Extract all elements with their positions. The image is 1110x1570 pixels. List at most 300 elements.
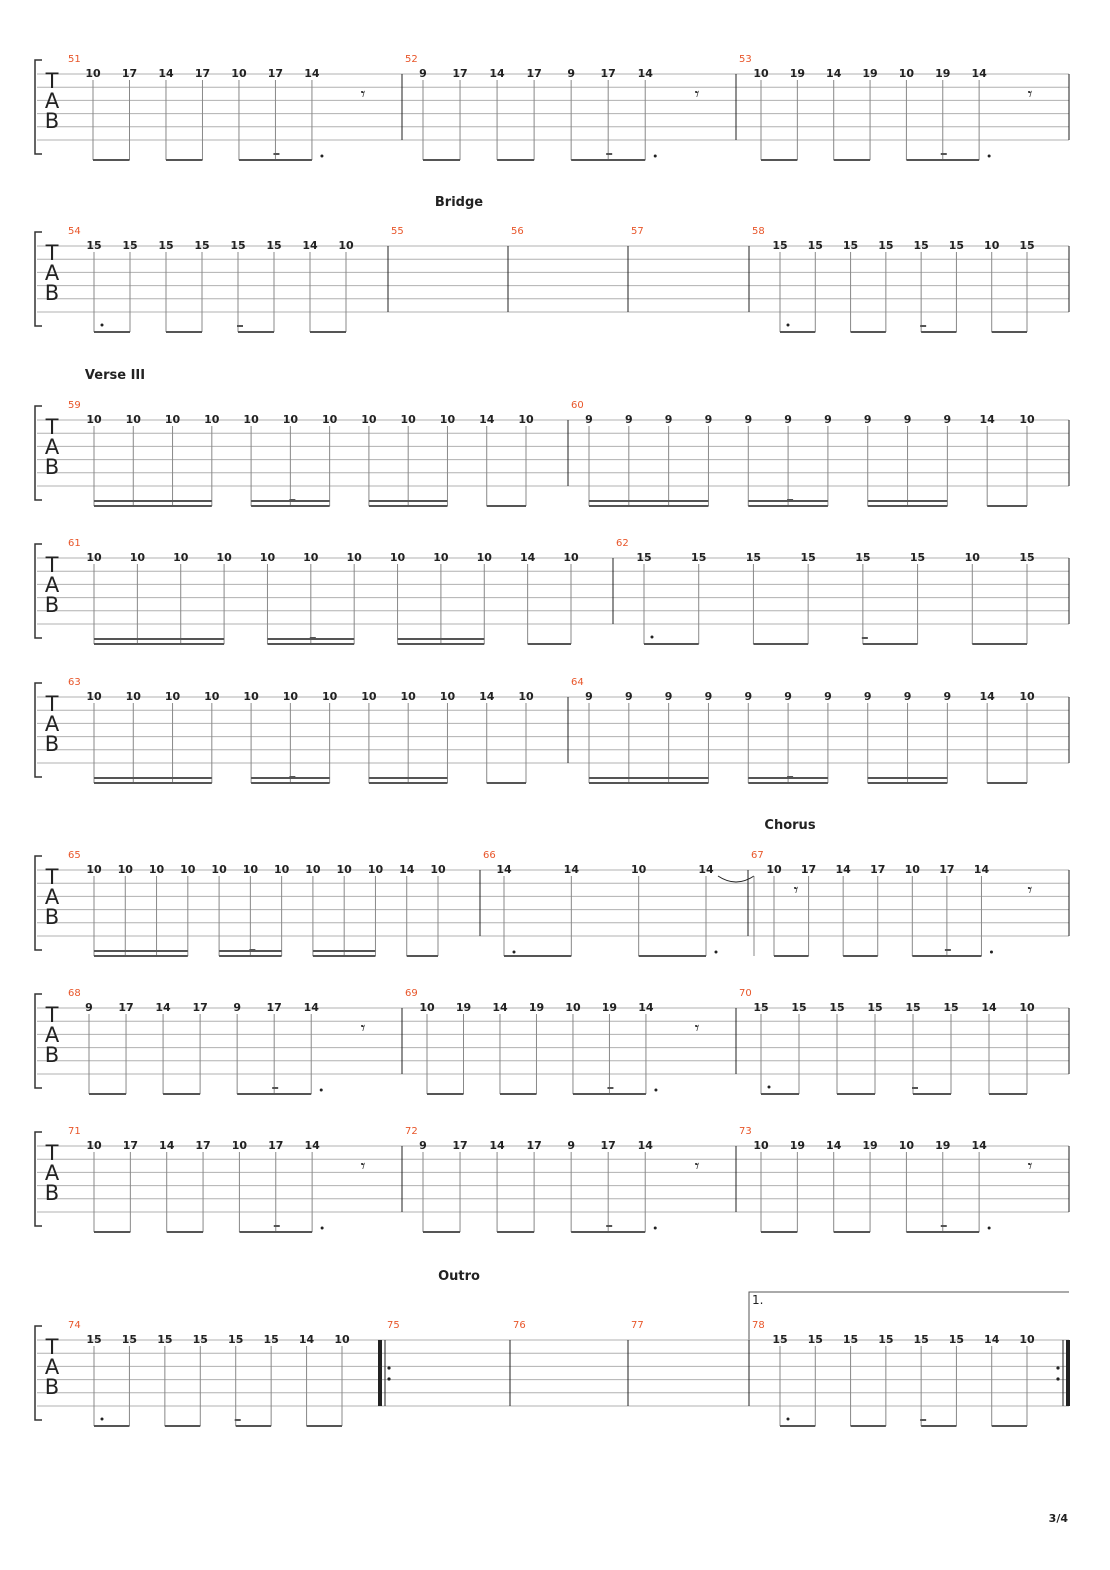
section-label: Bridge [434,195,484,210]
beam [239,1231,312,1233]
fret-number: 14 [489,1139,505,1152]
beam [94,955,188,957]
beam-secondary [94,638,224,640]
tab-clef-letter: B [44,1043,60,1067]
fret-number: 15 [753,1001,769,1014]
fret-number: 15 [157,1333,173,1346]
fret-number: 15 [867,1001,883,1014]
fret-number: 19 [935,1139,951,1152]
fret-number: 14 [637,67,653,80]
fret-number: 10 [282,413,299,426]
tab-clef-letter: B [44,1375,60,1399]
fret-number: 10 [753,67,769,80]
fret-number: 10 [984,239,1000,252]
beam-stub [249,949,255,951]
fret-number: 10 [259,551,276,564]
fret-number: 10 [180,863,196,876]
beam [500,1093,536,1095]
fret-number: 10 [204,690,220,703]
eighth-rest: 𝄾 [793,880,799,901]
dot [651,636,654,639]
eighth-rest: 𝄾 [694,1018,700,1039]
fret-number: 9 [784,690,792,703]
fret-number: 10 [439,690,456,703]
fret-number: 9 [664,690,673,703]
fret-number: 15 [829,1001,845,1014]
fret-number: 10 [303,551,319,564]
fret-number: 19 [455,1001,472,1014]
dot [787,324,790,327]
fret-number: 14 [158,67,174,80]
fret-number: 15 [842,1333,859,1346]
tab-clef-letter: T [45,415,59,439]
fret-number: 17 [526,1139,542,1152]
beam-secondary [94,950,188,952]
fret-number: 10 [430,863,446,876]
fret-number: 17 [195,1139,211,1152]
measure-number: 77 [631,1320,644,1331]
beam-stub [787,776,793,778]
tab-system [35,368,1069,507]
measure-number: 76 [513,1320,526,1331]
beam [94,1231,130,1233]
fret-number: 17 [526,67,542,80]
tab-system [35,1269,1069,1427]
fret-number: 14 [304,67,320,80]
fret-number: 10 [1019,690,1035,703]
fret-number: 9 [784,413,792,426]
fret-number: 9 [704,413,713,426]
fret-number: 14 [971,67,987,80]
beam-secondary [369,500,448,502]
fret-number: 15 [86,1333,102,1346]
repeat-dot [387,1377,390,1380]
beam-secondary [868,777,948,779]
beam [94,505,212,507]
measure-number: 75 [387,1320,400,1331]
fret-number: 10 [86,1139,102,1152]
fret-number: 10 [766,863,782,876]
tab-system [35,818,1069,957]
fret-number: 10 [129,551,146,564]
beam-stub [920,1419,926,1421]
repeat-dot [1056,1366,1059,1369]
fret-number: 10 [419,1001,435,1014]
fret-number: 15 [791,1001,807,1014]
fret-number: 15 [263,1333,279,1346]
beam [906,159,979,161]
fret-number: 9 [704,690,713,703]
fret-number: 15 [772,1333,788,1346]
fret-number: 19 [528,1001,545,1014]
fret-number: 10 [204,413,220,426]
beam-stub [607,1087,613,1089]
dot [990,951,993,954]
beam [748,505,828,507]
fret-number: 17 [452,67,468,80]
fret-number: 10 [389,551,406,564]
fret-number: 15 [230,239,246,252]
fret-number: 10 [216,551,232,564]
tab-system [35,538,1069,645]
fret-number: 9 [233,1001,241,1014]
fret-number: 14 [638,1001,654,1014]
fret-number: 10 [336,863,352,876]
tab-clef-letter: T [45,692,59,716]
fret-number: 9 [943,690,952,703]
fret-number: 15 [842,239,859,252]
measure-number: 67 [751,850,764,861]
fret-number: 10 [1019,1001,1035,1014]
fret-number: 15 [878,1333,894,1346]
tab-clef-letter: T [45,865,59,889]
fret-number: 10 [753,1139,769,1152]
beam-stub [273,153,279,155]
fret-number: 14 [492,1001,508,1014]
fret-number: 15 [807,239,823,252]
fret-number: 15 [194,239,210,252]
tab-system [35,54,1069,161]
fret-number: 10 [231,67,247,80]
fret-number: 14 [826,67,842,80]
fret-number: 10 [273,863,290,876]
tab-clef-letter: B [44,593,60,617]
measure-number: 59 [68,400,81,411]
beam [267,643,354,645]
fret-number: 10 [476,551,492,564]
fret-number: 17 [267,67,284,80]
measure-number: 60 [571,400,584,411]
fret-number: 10 [211,863,227,876]
measure-number: 64 [571,677,584,688]
beam [780,331,815,333]
fret-number: 15 [948,239,965,252]
beam [423,159,460,161]
beam-stub [235,1419,241,1421]
dot [654,155,657,158]
tab-clef-letter: A [44,712,60,736]
beam [166,159,202,161]
beam [497,159,534,161]
fret-number: 10 [243,413,259,426]
fret-number: 17 [600,67,616,80]
beam [753,643,808,645]
measure-number: 68 [68,988,81,999]
fret-number: 15 [636,551,652,564]
beam [369,782,448,784]
beam [761,1093,799,1095]
fret-number: 17 [800,863,817,876]
fret-number: 9 [567,67,575,80]
fret-number: 17 [266,1001,282,1014]
dot [321,1227,324,1230]
fret-number: 10 [361,413,377,426]
fret-number: 17 [192,1001,208,1014]
fret-number: 9 [943,413,952,426]
beam [165,1425,200,1427]
eighth-rest: 𝄾 [360,1018,366,1039]
fret-number: 10 [164,690,181,703]
beam [972,643,1027,645]
fret-number: 10 [334,1333,350,1346]
beam-stub [912,1087,918,1089]
fret-number: 19 [862,67,878,80]
fret-number: 15 [1019,239,1035,252]
fret-number: 10 [231,1139,248,1152]
fret-number: 14 [698,863,714,876]
beam-stub [274,1225,280,1227]
beam [369,505,448,507]
fret-number: 15 [1019,551,1035,564]
beam [497,1231,534,1233]
fret-number: 10 [117,863,133,876]
fret-number: 14 [984,1333,1000,1346]
tab-clef-letter: T [45,1335,59,1359]
fret-number: 9 [585,413,593,426]
dot [715,951,718,954]
fret-number: 14 [489,67,505,80]
beam [94,643,224,645]
beam-stub [941,153,947,155]
beam-secondary [398,638,485,640]
fret-number: 10 [1019,413,1035,426]
fret-number: 15 [772,239,788,252]
beam-secondary [94,777,212,779]
fret-number: 17 [122,1139,139,1152]
fret-number: 9 [419,67,427,80]
eighth-rest: 𝄾 [1027,880,1033,901]
tab-clef-letter: B [44,281,60,305]
beam [748,782,828,784]
beam [307,1425,342,1427]
beam-secondary [868,500,948,502]
measure-number: 78 [752,1320,765,1331]
fret-number: 15 [855,551,871,564]
beam [921,331,956,333]
fret-number: 15 [192,1333,208,1346]
fret-number: 14 [835,863,851,876]
fret-number: 19 [789,67,806,80]
fret-number: 10 [346,551,362,564]
beam [863,643,918,645]
section-label: Verse III [84,368,146,383]
beam-secondary [589,777,708,779]
fret-number: 17 [118,1001,134,1014]
beam [989,1093,1027,1095]
measure-number: 54 [68,226,81,237]
beam [912,955,981,957]
beam-stub [272,1087,278,1089]
fret-number: 15 [745,551,762,564]
measure-number: 69 [405,988,418,999]
fret-number: 19 [601,1001,618,1014]
beam-stub [237,325,243,327]
beam [837,1093,875,1095]
tab-clef-letter: T [45,553,59,577]
beam [487,782,526,784]
volta-label: 1. [752,1293,764,1307]
fret-number: 9 [903,413,912,426]
fret-number: 15 [905,1001,921,1014]
fret-number: 14 [563,863,579,876]
beam [868,505,948,507]
fret-number: 14 [304,1139,320,1152]
beam [987,782,1027,784]
beam [761,159,797,161]
tab-clef-letter: A [44,435,60,459]
fret-number: 14 [637,1139,653,1152]
fret-number: 15 [266,239,282,252]
measure-number: 52 [405,54,418,65]
tab-clef-letter: A [44,1023,60,1047]
beam [589,782,708,784]
fret-number: 10 [86,413,102,426]
fret-number: 10 [173,551,189,564]
fret-number: 15 [86,239,102,252]
fret-number: 10 [242,863,259,876]
tab-clef-letter: T [45,1003,59,1027]
beam [166,331,202,333]
fret-number: 14 [973,863,990,876]
measure-number: 65 [68,850,81,861]
beam [89,1093,126,1095]
eighth-rest: 𝄾 [694,1156,700,1177]
dot [320,1089,323,1092]
beam-stub [862,637,868,639]
beam-stub [941,1225,947,1227]
beam-stub [310,637,316,639]
beam [639,955,706,957]
fret-number: 17 [870,863,886,876]
beam [913,1093,951,1095]
tab-clef-letter: B [44,109,60,133]
beam [774,955,809,957]
measure-number: 70 [739,988,752,999]
beam [868,782,948,784]
beam [313,955,376,957]
tab-system [35,195,1069,333]
beam-secondary [94,500,212,502]
tab-system [35,677,1069,784]
eighth-rest: 𝄾 [360,84,366,105]
beam [573,1093,646,1095]
beam [834,159,870,161]
beam [310,331,346,333]
fret-number: 10 [125,413,141,426]
tab-clef-letter: A [44,573,60,597]
section-label: Outro [438,1269,480,1284]
beam [398,643,485,645]
fret-number: 15 [800,551,816,564]
fret-number: 14 [496,863,512,876]
beam-stub [289,776,295,778]
fret-number: 19 [789,1139,806,1152]
fret-number: 9 [624,690,633,703]
beam-secondary [589,500,708,502]
fret-number: 10 [125,690,141,703]
beam-stub [606,153,612,155]
tab-clef-letter: A [44,261,60,285]
beam [94,331,130,333]
fret-number: 15 [228,1333,244,1346]
fret-number: 9 [824,413,832,426]
fret-number: 10 [898,67,915,80]
beam [93,159,129,161]
beam [238,331,274,333]
fret-number: 10 [904,863,920,876]
beam [94,782,212,784]
fret-number: 15 [943,1001,959,1014]
fret-number: 10 [400,413,416,426]
fret-number: 10 [86,863,102,876]
fret-number: 10 [1019,1333,1035,1346]
beam-stub [289,499,295,501]
measure-number: 53 [739,54,752,65]
fret-number: 17 [121,67,138,80]
fret-number: 15 [691,551,707,564]
fret-number: 10 [518,413,534,426]
beam [427,1093,463,1095]
fret-number: 10 [282,690,299,703]
fret-number: 10 [898,1139,915,1152]
dot [513,951,516,954]
fret-number: 17 [194,67,211,80]
measure-number: 57 [631,226,644,237]
measure-number: 56 [511,226,524,237]
measure-number: 62 [616,538,629,549]
tab-clef-letter: A [44,1355,60,1379]
fret-number: 10 [433,551,449,564]
beam [992,331,1027,333]
fret-number: 9 [744,413,753,426]
fret-number: 19 [862,1139,878,1152]
eighth-rest: 𝄾 [1027,1156,1033,1177]
measure-number: 71 [68,1126,81,1137]
fret-number: 17 [452,1139,468,1152]
fret-number: 17 [268,1139,284,1152]
fret-number: 14 [298,1333,315,1346]
fret-number: 10 [563,551,579,564]
beam [239,159,312,161]
fret-number: 15 [948,1333,965,1346]
beam [407,955,438,957]
beam-stub [945,949,951,951]
tab-system [35,1126,1069,1233]
beam-stub [787,499,793,501]
fret-number: 10 [321,413,338,426]
beam-secondary [369,777,448,779]
fret-number: 15 [913,239,929,252]
eighth-rest: 𝄾 [360,1156,366,1177]
fret-number: 10 [86,551,102,564]
section-label: Chorus [764,818,816,833]
fret-number: 14 [479,413,495,426]
eighth-rest: 𝄾 [694,84,700,105]
measure-number: 74 [68,1320,81,1331]
dot [654,1227,657,1230]
fret-number: 15 [807,1333,823,1346]
fret-number: 10 [964,551,980,564]
beam [237,1093,311,1095]
fret-number: 19 [935,67,951,80]
fret-number: 17 [600,1139,616,1152]
fret-number: 17 [939,863,955,876]
dot [320,155,323,158]
tie [718,876,754,882]
measure-number: 73 [739,1126,752,1137]
fret-number: 10 [400,690,416,703]
fret-number: 14 [155,1001,171,1014]
